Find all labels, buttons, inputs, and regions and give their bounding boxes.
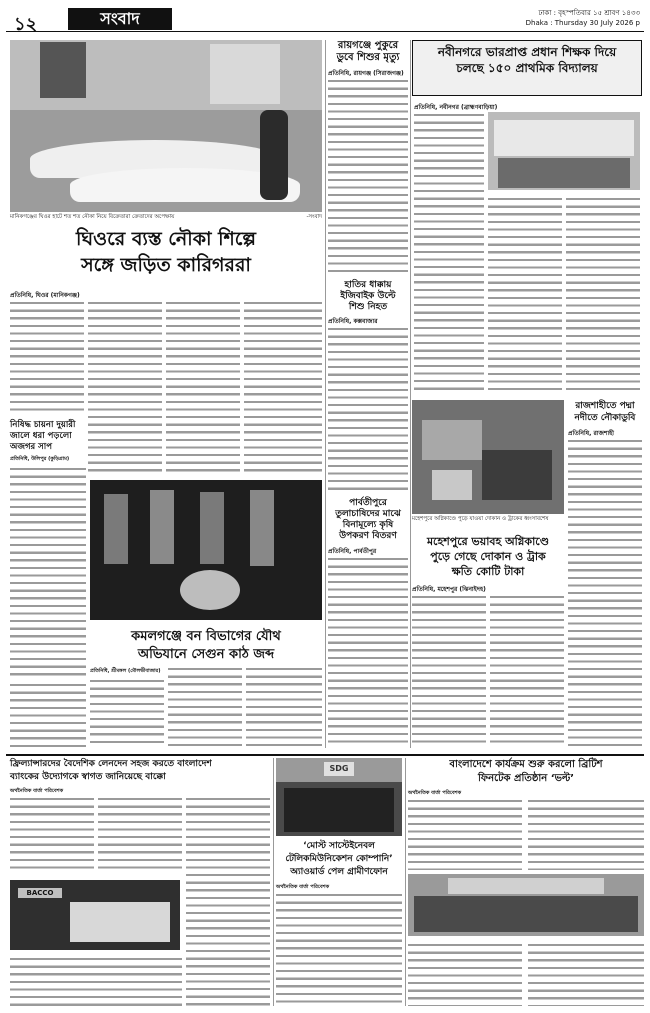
fire-headline-line-1: মহেশপুরে ভয়াবহ অগ্নিকাণ্ডে	[426, 535, 550, 548]
bacco-body-col-3	[186, 796, 270, 1006]
page-header	[6, 6, 644, 35]
column-rule	[273, 758, 274, 1006]
volt-event-photo	[408, 874, 644, 936]
boats-headline	[10, 226, 322, 278]
hatir-headline-line-3: শিশু নিহত	[348, 302, 388, 312]
fire-body-col-2	[490, 594, 564, 748]
bacco-body-col-2	[98, 796, 182, 874]
parbatipur-headline-line-1: পার্বতীপুরে	[349, 498, 387, 508]
fire-headline-line-2: পুড়ে গেছে দোকান ও ট্রাক	[430, 550, 546, 563]
teacher-body-col-3	[566, 196, 640, 394]
bacco-body-col-4	[10, 956, 182, 1006]
hatir-byline: প্রতিনিধি, কক্সবাজার	[328, 318, 378, 325]
page-number: ১২	[14, 14, 38, 35]
forest-headline-line-2: অভিযানে সেগুন কাঠ জব্দ	[137, 647, 275, 662]
pond-headline-line-2: ডুবে শিশুর মৃত্যু	[336, 52, 400, 63]
gp-headline-line-3: অ্যাওয়ার্ড পেল গ্রামীণফোন	[290, 867, 388, 877]
boats-headline-line-1: ঘিওরে ব্যস্ত নৌকা শিল্পে	[76, 228, 256, 250]
gp-headline	[276, 840, 402, 879]
boats-photo-caption: মানিকগঞ্জের ঘিওর হাটে শত শত নৌকা নিয়ে বিক্রেতারা ক্রেতাদের অপেক্ষায়	[10, 214, 175, 220]
forest-body-col-2	[168, 666, 242, 748]
forest-headline-line-1: কমলগঞ্জে বন বিভাগের যৌথ	[131, 629, 281, 644]
bacco-headline-line-2: ব্যাংকের উদ্যোগকে স্বাগত জানিয়েছে বাক্কো	[10, 772, 166, 782]
boats-body-col-1	[10, 300, 84, 416]
gp-byline: অর্থনৈতিক বার্তা পরিবেশক	[276, 884, 330, 890]
parbatipur-byline: প্রতিনিধি, পার্বতীপুর	[328, 548, 377, 555]
pond-headline	[328, 40, 408, 64]
forest-raid-photo	[90, 480, 322, 620]
pond-headline-line-1: রায়গঞ্জে পুকুরে	[337, 40, 399, 51]
boats-body-col-3	[166, 300, 240, 476]
volt-body-col-3	[408, 942, 522, 1006]
snake-headline-line-3: অজগর সাপ	[10, 442, 53, 452]
parbatipur-body-text	[328, 556, 408, 748]
volt-headline	[408, 758, 644, 786]
volt-body-col-4	[528, 942, 644, 1006]
snake-body-continued	[10, 682, 86, 748]
snake-byline: প্রতিনিধি, উলিপুর (কুড়িগ্রাম)	[10, 456, 70, 462]
padma-byline: প্রতিনিধি, রাজশাহী	[568, 430, 615, 437]
boats-photo	[10, 40, 322, 212]
volt-headline-line-1: বাংলাদেশে কার্যক্রম শুরু করলো ব্রিটিশ	[449, 759, 603, 770]
parbatipur-headline-line-4: উপকরণ বিতরণ	[339, 531, 397, 541]
snake-headline	[10, 420, 86, 453]
padma-body-text	[568, 438, 642, 748]
volt-headline-line-2: ফিনটেক প্রতিষ্ঠান ‘ভল্ট’	[477, 773, 575, 784]
gp-headline-line-1: ‘মোস্ট সাস্টেইনেবল	[303, 841, 375, 851]
teacher-headline	[414, 44, 640, 76]
snake-headline-line-1: নিষিদ্ধ চায়না দুয়ারী	[10, 420, 76, 430]
fire-headline	[412, 534, 564, 579]
padma-headline	[568, 400, 642, 424]
forest-body-col-3	[246, 666, 322, 748]
forest-body-col-1	[90, 678, 164, 748]
photo-credit: -সংবাদ	[306, 214, 322, 220]
boats-byline: প্রতিনিধি, ঘিওর (মানিকগঞ্জ)	[10, 292, 80, 299]
volt-body-col-1	[408, 798, 522, 870]
volt-byline: অর্থনৈতিক বার্তা পরিবেশক	[408, 790, 462, 796]
fire-photo-caption: মহেশপুরে অগ্নিকাণ্ডে পুড়ে যাওয়া দোকান ও ট্রাকের ধ্বংসাবশেষ	[412, 516, 549, 522]
newspaper-logo: সংবাদ	[68, 8, 172, 30]
fire-body-col-1	[412, 594, 486, 748]
teacher-byline: প্রতিনিধি, নবীনগর (ব্রাহ্মণবাড়িয়া)	[414, 104, 498, 111]
hatir-headline	[328, 280, 408, 313]
column-rule	[410, 40, 411, 748]
gp-body-text	[276, 892, 402, 1006]
teacher-headline-line-1: নবীনগরে ভারপ্রাপ্ত প্রধান শিক্ষক দিয়ে	[437, 45, 617, 59]
teacher-headline-line-2: চলছে ১৫০ প্রাথমিক বিদ্যালয়	[456, 61, 598, 75]
bacco-headline-line-1: ফ্রিল্যান্সারদের বৈদেশিক লেনদেন সহজ করতে বাংলাদেশ	[10, 759, 212, 769]
padma-headline-line-2: নদীতে নৌকাডুবি	[574, 413, 636, 423]
date-english: Dhaka : Thursday 30 July 2026 p	[525, 19, 640, 27]
fire-headline-line-3: ক্ষতি কোটি টাকা	[451, 565, 525, 578]
hatir-headline-line-2: ইজিবাইক উল্টে	[340, 291, 396, 301]
bacco-logo: BACCO	[18, 888, 62, 898]
teacher-body-col-2	[488, 196, 562, 394]
pond-byline: প্রতিনিধি, রায়গঞ্জ (সিরাজগঞ্জ)	[328, 70, 404, 77]
bacco-event-photo	[10, 880, 180, 950]
fire-photo	[412, 400, 564, 514]
bacco-body-col-1	[10, 796, 94, 874]
boats-headline-line-2: সঙ্গে জড়িত কারিগররা	[81, 254, 251, 276]
hatir-headline-line-1: হাতির ধাক্কায়	[344, 280, 392, 290]
section-divider	[6, 754, 644, 756]
hatir-body-text	[328, 326, 408, 494]
gp-award-photo	[276, 758, 402, 836]
volt-body-col-2	[528, 798, 644, 870]
school-photo	[488, 112, 640, 190]
snake-headline-line-2: জালে ধরা পড়লো	[10, 431, 72, 441]
column-rule	[405, 758, 406, 1006]
dateline	[526, 8, 640, 28]
forest-headline	[90, 628, 322, 664]
bacco-headline	[10, 758, 268, 784]
column-rule	[325, 40, 326, 748]
boats-body-col-2	[88, 300, 162, 476]
padma-headline-line-1: রাজশাহীতে পদ্মা	[575, 401, 635, 411]
parbatipur-headline-line-2: তুলাচাষিদের মাঝে	[335, 509, 401, 519]
pond-body-text	[328, 78, 408, 272]
date-bengali: ঢাকা : বৃহস্পতিবার ১৫ শ্রাবণ ১৪৩৩	[538, 9, 640, 17]
parbatipur-headline	[328, 498, 408, 542]
parbatipur-headline-line-3: বিনামূল্যে কৃষি	[342, 520, 394, 530]
bacco-byline: অর্থনৈতিক বার্তা পরিবেশক	[10, 788, 64, 794]
sdg-banner: SDG	[324, 762, 354, 776]
teacher-body-col-1	[414, 112, 484, 394]
fire-byline: প্রতিনিধি, মহেশপুর (ঝিনাইদহ)	[412, 586, 486, 593]
boats-body-col-4	[244, 300, 322, 476]
forest-byline: প্রতিনিধি, শ্রীমঙ্গল (মৌলভীবাজার)	[90, 668, 161, 674]
gp-headline-line-2: টেলিকমিউনিকেশন কোম্পানি’	[285, 854, 393, 864]
snake-body-text	[10, 466, 86, 678]
